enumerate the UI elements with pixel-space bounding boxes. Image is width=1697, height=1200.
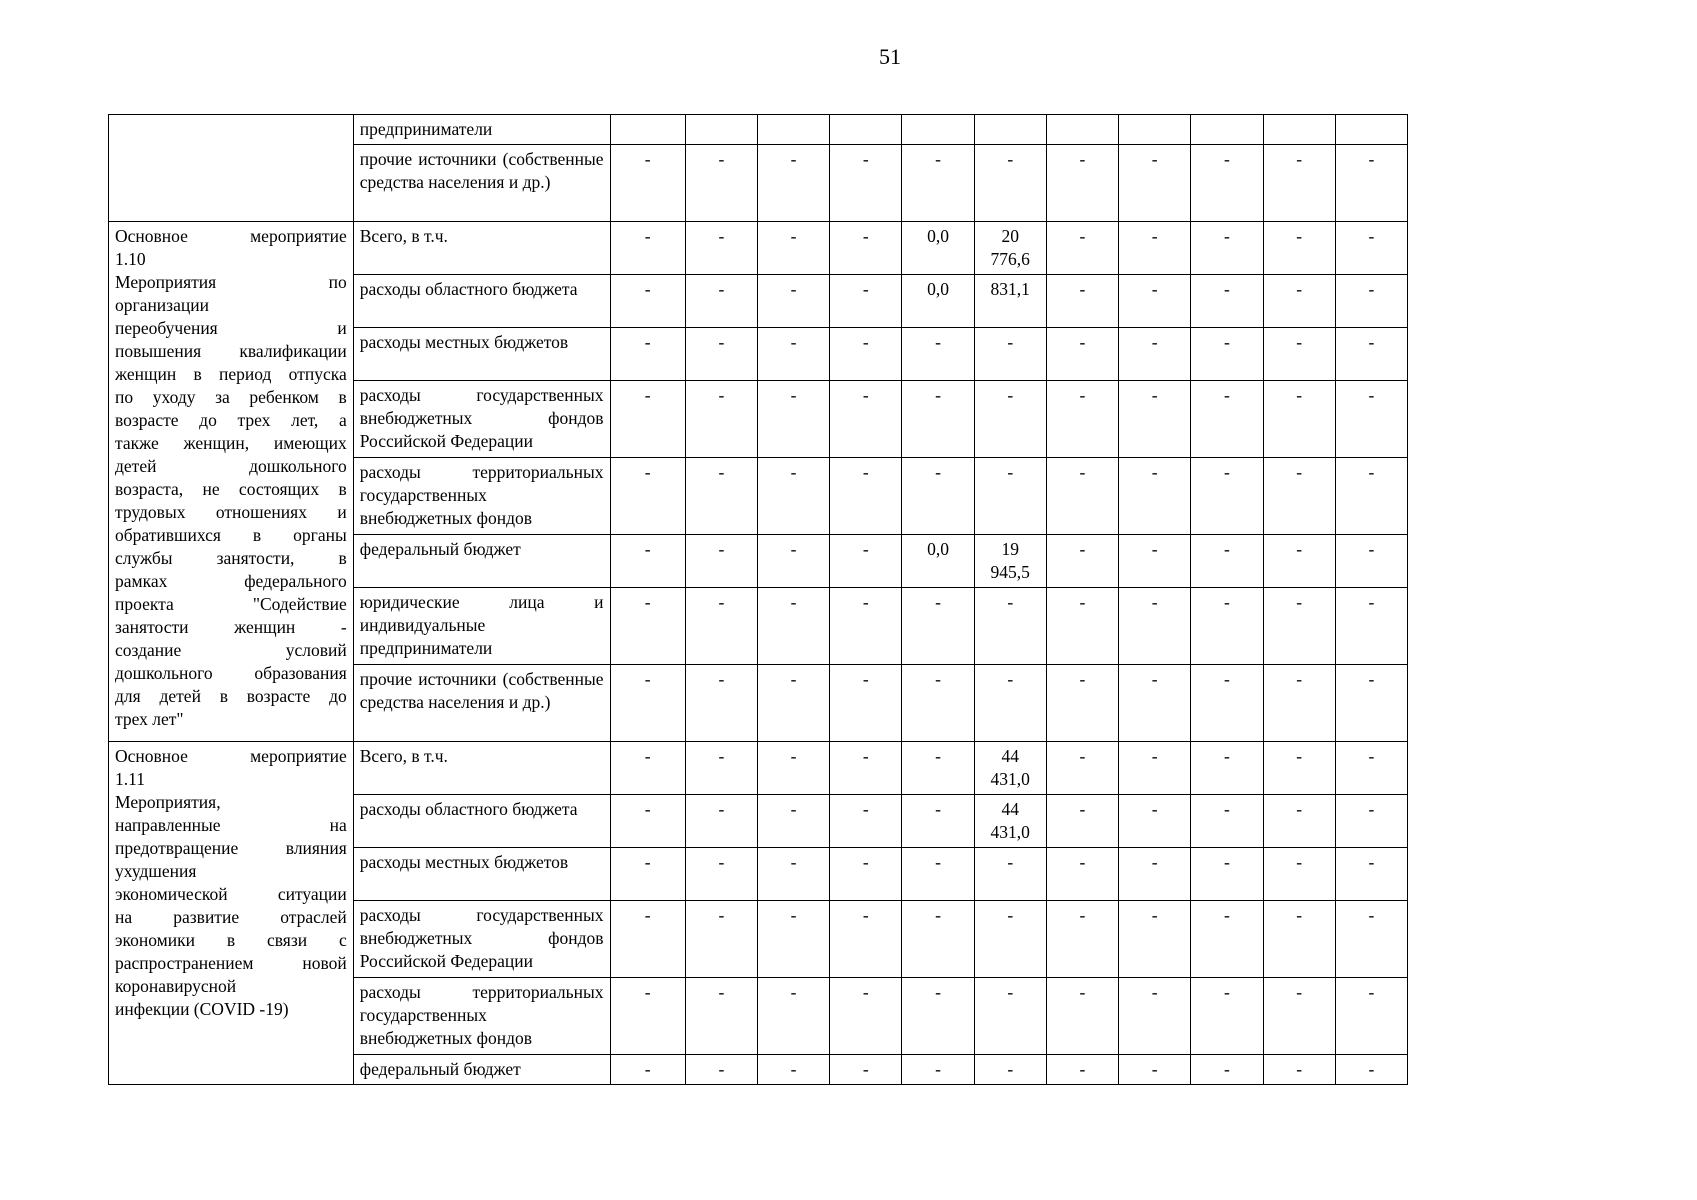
event-line: создание условий: [115, 640, 347, 660]
event-line: на развитие отраслей: [115, 907, 347, 927]
value-cell: -: [685, 1055, 757, 1085]
value-cell: 19 945,5: [974, 535, 1046, 588]
value-cell: -: [1119, 901, 1191, 978]
event-line: Мероприятия по: [115, 272, 347, 292]
value-cell: -: [1046, 458, 1118, 535]
value-cell: -: [685, 901, 757, 978]
event-line: Мероприятия,: [115, 792, 221, 812]
value-cell: -: [1119, 458, 1191, 535]
value-cell: -: [1046, 535, 1118, 588]
value-cell: -: [610, 901, 685, 978]
event-line: проекта "Содействие: [115, 594, 347, 614]
value-cell: -: [1335, 275, 1407, 328]
value-cell: -: [1119, 848, 1191, 901]
value-cell: -: [974, 665, 1046, 742]
value-cell: -: [1191, 978, 1263, 1055]
value-cell: -: [902, 145, 974, 222]
value-cell: 44 431,0: [974, 742, 1046, 795]
value-cell: -: [1191, 1055, 1263, 1085]
funding-source-cell: расходы областного бюджета: [353, 795, 610, 848]
value-cell: -: [830, 275, 902, 328]
value-cell: -: [685, 222, 757, 275]
value-cell: -: [1335, 222, 1407, 275]
event-line: инфекции (COVID -19): [115, 999, 289, 1019]
value-cell: -: [830, 328, 902, 381]
funding-source-cell: прочие источники (собственные средства населения и др.): [353, 665, 610, 742]
value-cell: -: [610, 588, 685, 665]
event-line: 1.10: [115, 249, 146, 269]
page-number: 51: [879, 44, 901, 69]
value-cell: -: [1191, 328, 1263, 381]
value-cell: -: [1191, 145, 1263, 222]
value-cell: -: [902, 978, 974, 1055]
event-line: службы занятости, в: [115, 548, 347, 568]
value-cell: -: [685, 275, 757, 328]
value-cell: -: [830, 145, 902, 222]
value-cell: -: [1191, 901, 1263, 978]
value-cell: -: [1191, 848, 1263, 901]
event-line: возрасте до трех лет, а: [115, 410, 347, 430]
value-cell: -: [610, 381, 685, 458]
value-cell: -: [1119, 665, 1191, 742]
value-cell: -: [685, 848, 757, 901]
value-cell: -: [685, 588, 757, 665]
value-cell: [1335, 115, 1407, 145]
value-cell: -: [1046, 222, 1118, 275]
value-cell: -: [1046, 848, 1118, 901]
value-cell: -: [757, 848, 829, 901]
event-cell: [109, 222, 354, 742]
value-cell: -: [830, 848, 902, 901]
value-cell: -: [685, 145, 757, 222]
value-cell: [685, 115, 757, 145]
value-cell: -: [902, 742, 974, 795]
event-line: направленные на: [115, 815, 347, 835]
value-cell: -: [974, 381, 1046, 458]
value-cell: -: [1335, 381, 1407, 458]
value-cell: 831,1: [974, 275, 1046, 328]
value-cell: -: [757, 222, 829, 275]
value-cell: -: [1119, 275, 1191, 328]
value-cell: -: [974, 1055, 1046, 1085]
event-line: 1.11: [115, 769, 145, 789]
budget-table: [108, 114, 1408, 1085]
table-row: [109, 742, 1408, 795]
value-cell: -: [974, 901, 1046, 978]
value-cell: -: [902, 328, 974, 381]
value-cell: [1119, 115, 1191, 145]
event-cell: [109, 742, 354, 1085]
value-cell: -: [1119, 588, 1191, 665]
value-cell: -: [1046, 145, 1118, 222]
value-cell: [1191, 115, 1263, 145]
value-cell: [830, 115, 902, 145]
value-cell: -: [757, 381, 829, 458]
value-cell: -: [1335, 145, 1407, 222]
value-cell: -: [1335, 458, 1407, 535]
value-cell: [974, 115, 1046, 145]
value-cell: -: [1046, 795, 1118, 848]
value-cell: -: [685, 458, 757, 535]
event-line: экономики в связи с: [115, 930, 347, 950]
value-cell: -: [757, 1055, 829, 1085]
event-line: по уходу за ребенком в: [115, 387, 347, 407]
value-cell: -: [1191, 381, 1263, 458]
value-cell: -: [757, 275, 829, 328]
funding-source-cell: федеральный бюджет: [353, 1055, 610, 1085]
value-cell: -: [1263, 535, 1335, 588]
value-cell: -: [610, 742, 685, 795]
value-cell: -: [902, 665, 974, 742]
value-cell: -: [902, 381, 974, 458]
value-cell: -: [685, 795, 757, 848]
funding-source-cell: федеральный бюджет: [353, 535, 610, 588]
event-line: организации: [115, 295, 209, 315]
event-line: ухудшения: [115, 861, 197, 881]
value-cell: -: [1191, 742, 1263, 795]
value-cell: -: [757, 535, 829, 588]
value-cell: [757, 115, 829, 145]
value-cell: 0,0: [902, 275, 974, 328]
value-cell: -: [685, 978, 757, 1055]
value-cell: -: [1263, 901, 1335, 978]
value-cell: -: [1046, 1055, 1118, 1085]
value-cell: -: [1263, 848, 1335, 901]
value-cell: -: [1119, 328, 1191, 381]
value-cell: [1046, 115, 1118, 145]
event-line: обратившихся в органы: [115, 525, 347, 545]
value-cell: 20 776,6: [974, 222, 1046, 275]
value-cell: -: [757, 145, 829, 222]
event-line: распространением новой: [115, 953, 347, 973]
value-cell: -: [974, 588, 1046, 665]
value-cell: -: [1119, 795, 1191, 848]
value-cell: [610, 115, 685, 145]
event-line: дошкольного образования: [115, 663, 347, 683]
value-cell: -: [1119, 381, 1191, 458]
funding-source-cell: расходы местных бюджетов: [353, 848, 610, 901]
value-cell: -: [902, 901, 974, 978]
value-cell: -: [1119, 535, 1191, 588]
value-cell: -: [757, 328, 829, 381]
event-line: возраста, не состоящих в: [115, 479, 347, 499]
value-cell: -: [1263, 145, 1335, 222]
value-cell: -: [1191, 458, 1263, 535]
event-line: Основное мероприятие: [115, 746, 347, 766]
value-cell: -: [1263, 275, 1335, 328]
event-line: повышения квалификации: [115, 341, 347, 361]
value-cell: -: [610, 978, 685, 1055]
value-cell: -: [1046, 665, 1118, 742]
value-cell: -: [1119, 742, 1191, 795]
value-cell: -: [902, 588, 974, 665]
value-cell: -: [1191, 588, 1263, 665]
value-cell: -: [1046, 588, 1118, 665]
value-cell: [902, 115, 974, 145]
value-cell: -: [830, 665, 902, 742]
value-cell: -: [610, 458, 685, 535]
event-line: экономической ситуации: [115, 884, 347, 904]
value-cell: -: [1046, 381, 1118, 458]
value-cell: -: [830, 458, 902, 535]
value-cell: -: [1191, 665, 1263, 742]
event-line: также женщин, имеющих: [115, 433, 347, 453]
value-cell: -: [1191, 222, 1263, 275]
value-cell: -: [1119, 1055, 1191, 1085]
value-cell: -: [830, 901, 902, 978]
value-cell: -: [974, 458, 1046, 535]
value-cell: -: [610, 535, 685, 588]
value-cell: -: [830, 381, 902, 458]
value-cell: -: [757, 795, 829, 848]
value-cell: -: [1263, 458, 1335, 535]
value-cell: -: [1335, 328, 1407, 381]
value-cell: -: [1263, 742, 1335, 795]
value-cell: -: [902, 1055, 974, 1085]
value-cell: -: [1046, 275, 1118, 328]
funding-source-cell: расходы территориальных государственных внебюджетных фондов: [353, 978, 610, 1055]
event-line: переобучения и: [115, 318, 347, 338]
value-cell: -: [974, 978, 1046, 1055]
funding-source-cell: Всего, в т.ч.: [353, 742, 610, 795]
funding-source-cell: расходы государственных внебюджетных фондов Российской Федерации: [353, 381, 610, 458]
value-cell: 0,0: [902, 222, 974, 275]
event-line: детей дошкольного: [115, 456, 347, 476]
value-cell: -: [685, 742, 757, 795]
funding-source-cell: предприниматели: [353, 115, 610, 145]
value-cell: 44 431,0: [974, 795, 1046, 848]
value-cell: -: [757, 665, 829, 742]
value-cell: -: [685, 328, 757, 381]
event-line: предотвращение влияния: [115, 838, 347, 858]
event-line: женщин в период отпуска: [115, 364, 347, 384]
event-cell: [109, 115, 354, 222]
value-cell: -: [830, 742, 902, 795]
value-cell: -: [1191, 275, 1263, 328]
value-cell: -: [1046, 742, 1118, 795]
value-cell: -: [610, 665, 685, 742]
value-cell: -: [830, 795, 902, 848]
value-cell: -: [1335, 588, 1407, 665]
value-cell: -: [685, 535, 757, 588]
table-row: [109, 222, 1408, 275]
value-cell: -: [685, 665, 757, 742]
table-row: [109, 115, 1408, 145]
funding-source-cell: расходы территориальных государственных внебюджетных фондов: [353, 458, 610, 535]
event-line: Основное мероприятие: [115, 226, 347, 246]
value-cell: -: [830, 535, 902, 588]
event-line: трех лет": [115, 709, 184, 729]
value-cell: -: [830, 1055, 902, 1085]
value-cell: -: [610, 795, 685, 848]
value-cell: -: [610, 145, 685, 222]
value-cell: -: [1263, 222, 1335, 275]
value-cell: -: [902, 795, 974, 848]
value-cell: -: [757, 458, 829, 535]
value-cell: -: [610, 1055, 685, 1085]
value-cell: -: [685, 381, 757, 458]
value-cell: -: [974, 328, 1046, 381]
value-cell: -: [1335, 848, 1407, 901]
event-line: для детей в возрасте до: [115, 686, 347, 706]
value-cell: -: [1046, 978, 1118, 1055]
value-cell: -: [974, 145, 1046, 222]
value-cell: -: [610, 848, 685, 901]
value-cell: -: [1335, 742, 1407, 795]
value-cell: -: [902, 848, 974, 901]
funding-source-cell: Всего, в т.ч.: [353, 222, 610, 275]
value-cell: -: [1335, 795, 1407, 848]
value-cell: -: [757, 588, 829, 665]
value-cell: -: [610, 275, 685, 328]
value-cell: -: [1263, 1055, 1335, 1085]
value-cell: [1263, 115, 1335, 145]
value-cell: -: [1263, 328, 1335, 381]
value-cell: -: [1263, 381, 1335, 458]
value-cell: -: [830, 222, 902, 275]
funding-source-cell: расходы местных бюджетов: [353, 328, 610, 381]
funding-source-cell: расходы государственных внебюджетных фондов Российской Федерации: [353, 901, 610, 978]
table-body: [109, 115, 1408, 1085]
value-cell: -: [610, 222, 685, 275]
value-cell: -: [1335, 901, 1407, 978]
value-cell: -: [974, 848, 1046, 901]
value-cell: -: [830, 588, 902, 665]
value-cell: -: [1263, 978, 1335, 1055]
value-cell: -: [1119, 145, 1191, 222]
event-line: трудовых отношениях и: [115, 502, 347, 522]
event-line: коронавирусной: [115, 976, 237, 996]
value-cell: -: [1119, 222, 1191, 275]
funding-source-cell: прочие источники (собственные средства населения и др.): [353, 145, 610, 222]
value-cell: -: [1046, 901, 1118, 978]
value-cell: -: [1335, 1055, 1407, 1085]
value-cell: -: [1263, 665, 1335, 742]
funding-source-cell: расходы областного бюджета: [353, 275, 610, 328]
value-cell: 0,0: [902, 535, 974, 588]
event-line: занятости женщин -: [115, 617, 347, 637]
value-cell: -: [757, 742, 829, 795]
value-cell: -: [902, 458, 974, 535]
value-cell: -: [1119, 978, 1191, 1055]
value-cell: -: [1191, 795, 1263, 848]
value-cell: -: [1046, 328, 1118, 381]
event-line: рамках федерального: [115, 571, 347, 591]
value-cell: -: [830, 978, 902, 1055]
value-cell: -: [1263, 795, 1335, 848]
value-cell: -: [1335, 978, 1407, 1055]
value-cell: -: [1335, 535, 1407, 588]
funding-source-cell: юридические лица и индивидуальные предприниматели: [353, 588, 610, 665]
value-cell: -: [1191, 535, 1263, 588]
value-cell: -: [757, 978, 829, 1055]
value-cell: -: [757, 901, 829, 978]
value-cell: -: [610, 328, 685, 381]
value-cell: -: [1335, 665, 1407, 742]
value-cell: -: [1263, 588, 1335, 665]
